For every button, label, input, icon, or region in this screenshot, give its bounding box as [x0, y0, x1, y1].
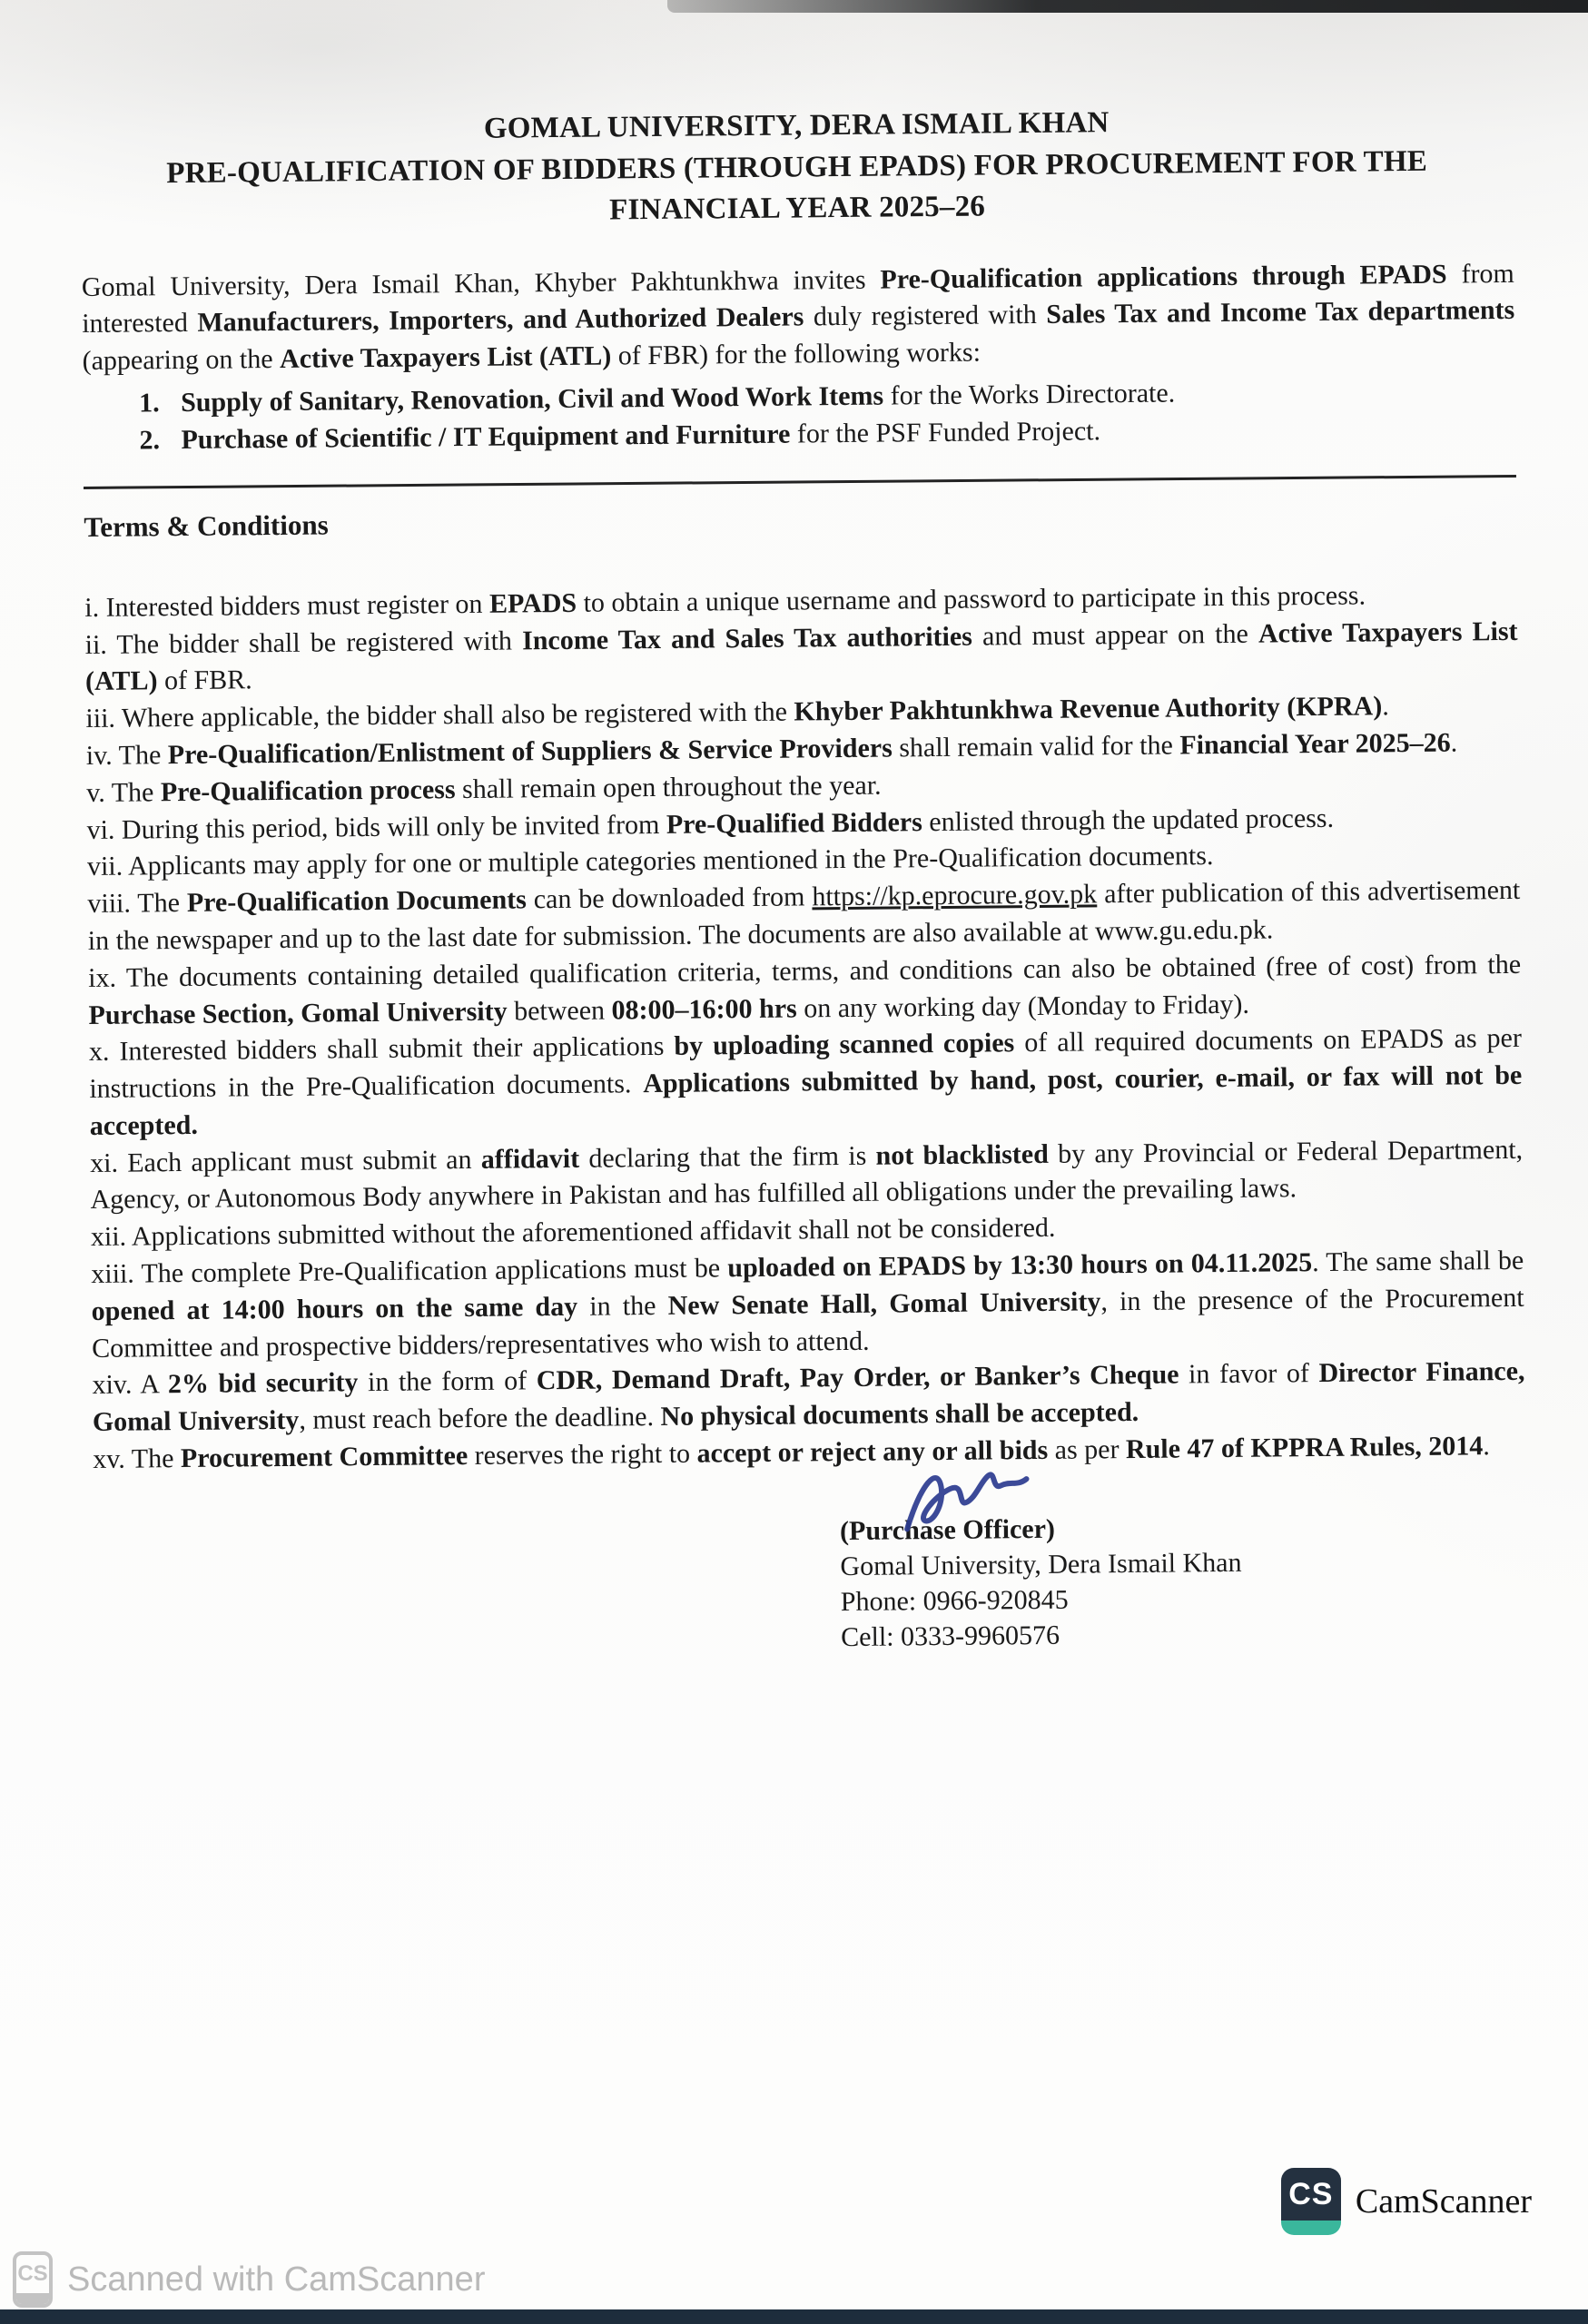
term-item-xv: xv. The Procurement Committee reserves the right to accept or reject any or all bids as per Rule 47 of KPPRA Rules, 2014. [93, 1431, 1490, 1475]
term-item-xii: xii. Applications submitted without the aforementioned affidavit shall not be considered. [90, 1213, 1056, 1253]
separator-line [84, 475, 1516, 489]
signature-ink-icon [897, 1459, 1052, 1548]
term-item-ix: ix. The documents containing detailed qualification criteria, terms, and conditions can also be obtained (free of cost) from the Purchase Section, Gomal University between 08:00–16:00 hrs on any working day (Monday to Friday). [88, 949, 1522, 1030]
work-item-text: Purchase of Scientific / IT Equipment and Furniture for the PSF Funded Project. [181, 416, 1101, 455]
scanned-with-text: Scanned with CamScanner [67, 2260, 486, 2299]
signature-cell-line: Cell: 0333-9960576 [841, 1620, 1060, 1652]
work-item-number: 1. [138, 388, 160, 419]
term-item-ii: ii. The bidder shall be registered with Income Tax and Sales Tax authorities and must appear on the Active Taxpayers List (ATL) of FBR. [84, 615, 1518, 697]
signature-block [840, 1507, 1527, 1655]
camscanner-brand-text: CamScanner [1355, 2182, 1532, 2221]
term-item-xiii: xiii. The complete Pre-Qualification applications must be uploaded on EPADS by 13:30 hours on 04.11.2025. The same shall be opened at 14:00 hours on the same day in the New Senate Hall, Gomal University, in the presence of the Procurement Committee and prospective bidders/representatives who wish to attend. [91, 1245, 1524, 1364]
document-content [80, 99, 1527, 1662]
term-item-v: v. The Pre-Qualification process shall remain open throughout the year. [86, 770, 882, 808]
cs-gray-strip [16, 2293, 49, 2304]
work-item-text: Supply of Sanitary, Renovation, Civil and Wood Work Items for the Works Directorate. [180, 378, 1176, 418]
signature-org-line: Gomal University, Dera Ismail Khan [840, 1547, 1242, 1581]
camscanner-logo-icon [1281, 2168, 1341, 2235]
scanned-with-footer [0, 2250, 1588, 2309]
signature-phone-line: Phone: 0966-920845 [840, 1584, 1069, 1617]
bottom-navy-bar [0, 2309, 1588, 2324]
term-item-x: x. Interested bidders shall submit their applications by uploading scanned copies of all required documents on EPADS as per instructions in the Pre-Qualification documents. Applications submitted by hand, post, courier, e-mail, or fax will not be accepted. [88, 1023, 1523, 1141]
title-line-2: PRE-QUALIFICATION OF BIDDERS (THROUGH EPADS) FOR PROCUREMENT FOR THE [166, 144, 1428, 190]
title-line-1: GOMAL UNIVERSITY, DERA ISMAIL KHAN [483, 106, 1110, 145]
scan-edge-artifact [667, 0, 1588, 13]
purchase-officer-label: (Purchase Officer) [839, 1513, 1056, 1546]
term-item-vi: vi. During this period, bids will only be invited from Pre-Qualified Bidders enlisted through the updated process. [86, 803, 1335, 845]
term-item-xiv: xiv. A 2% bid security in the form of CDR, Demand Draft, Pay Order, or Banker’s Cheque in favor of Director Finance, Gomal University, must reach before the deadline. No physical documents shall be accepted. [92, 1356, 1525, 1438]
term-item-i: i. Interested bidders must register on EPADS to obtain a unique username and password to participate in this process. [84, 580, 1366, 623]
works-list [139, 372, 1516, 459]
terms-heading: Terms & Conditions [84, 508, 329, 543]
work-item-number: 2. [139, 425, 161, 456]
cs-logo-teal-strip [1281, 2221, 1341, 2235]
cs-logo-letters: CS [1281, 2168, 1341, 2221]
document-title [80, 99, 1514, 237]
term-item-iv: iv. The Pre-Qualification/Enlistment of Suppliers & Service Providers shall remain valid for the Financial Year 2025–26. [85, 727, 1458, 771]
camscanner-brand [1281, 2168, 1532, 2235]
term-item-xi: xi. Each applicant must submit an affidavit declaring that the firm is not blacklisted by any Provincial or Federal Department, Agency, or Autonomous Body anywhere in Pakistan and has fulfilled all obligations under the prevailing laws. [89, 1134, 1524, 1216]
title-line-3: FINANCIAL YEAR 2025–26 [608, 190, 986, 227]
term-item-vii: vii. Applicants may apply for one or multiple categories mentioned in the Pre-Qualification documents. [86, 841, 1214, 882]
term-item-viii: viii. The Pre-Qualification Documents can be downloaded from https://kp.eprocure.gov.pk after publication of this advertisement in the newspaper and up to the last date for submission. The documents are also available at www.gu.edu.pk. [87, 874, 1521, 956]
term-item-iii: iii. Where applicable, the bidder shall also be registered with the Khyber Pakhtunkhwa Revenue Authority (KPRA). [85, 691, 1389, 734]
intro-paragraph: Gomal University, Dera Ismail Khan, Khyber Pakhtunkhwa invites Pre-Qualification applications through EPADS from interested Manufacturers, Importers, and Authorized Dealers duly registered with Sales Tax and Income Tax departments (appearing on the Active Taxpayers List (ATL) of FBR) for the following works: [81, 258, 1515, 377]
cs-gray-icon [13, 2251, 53, 2308]
terms-list [84, 576, 1525, 1479]
cs-gray-letters: CS [17, 2261, 48, 2286]
